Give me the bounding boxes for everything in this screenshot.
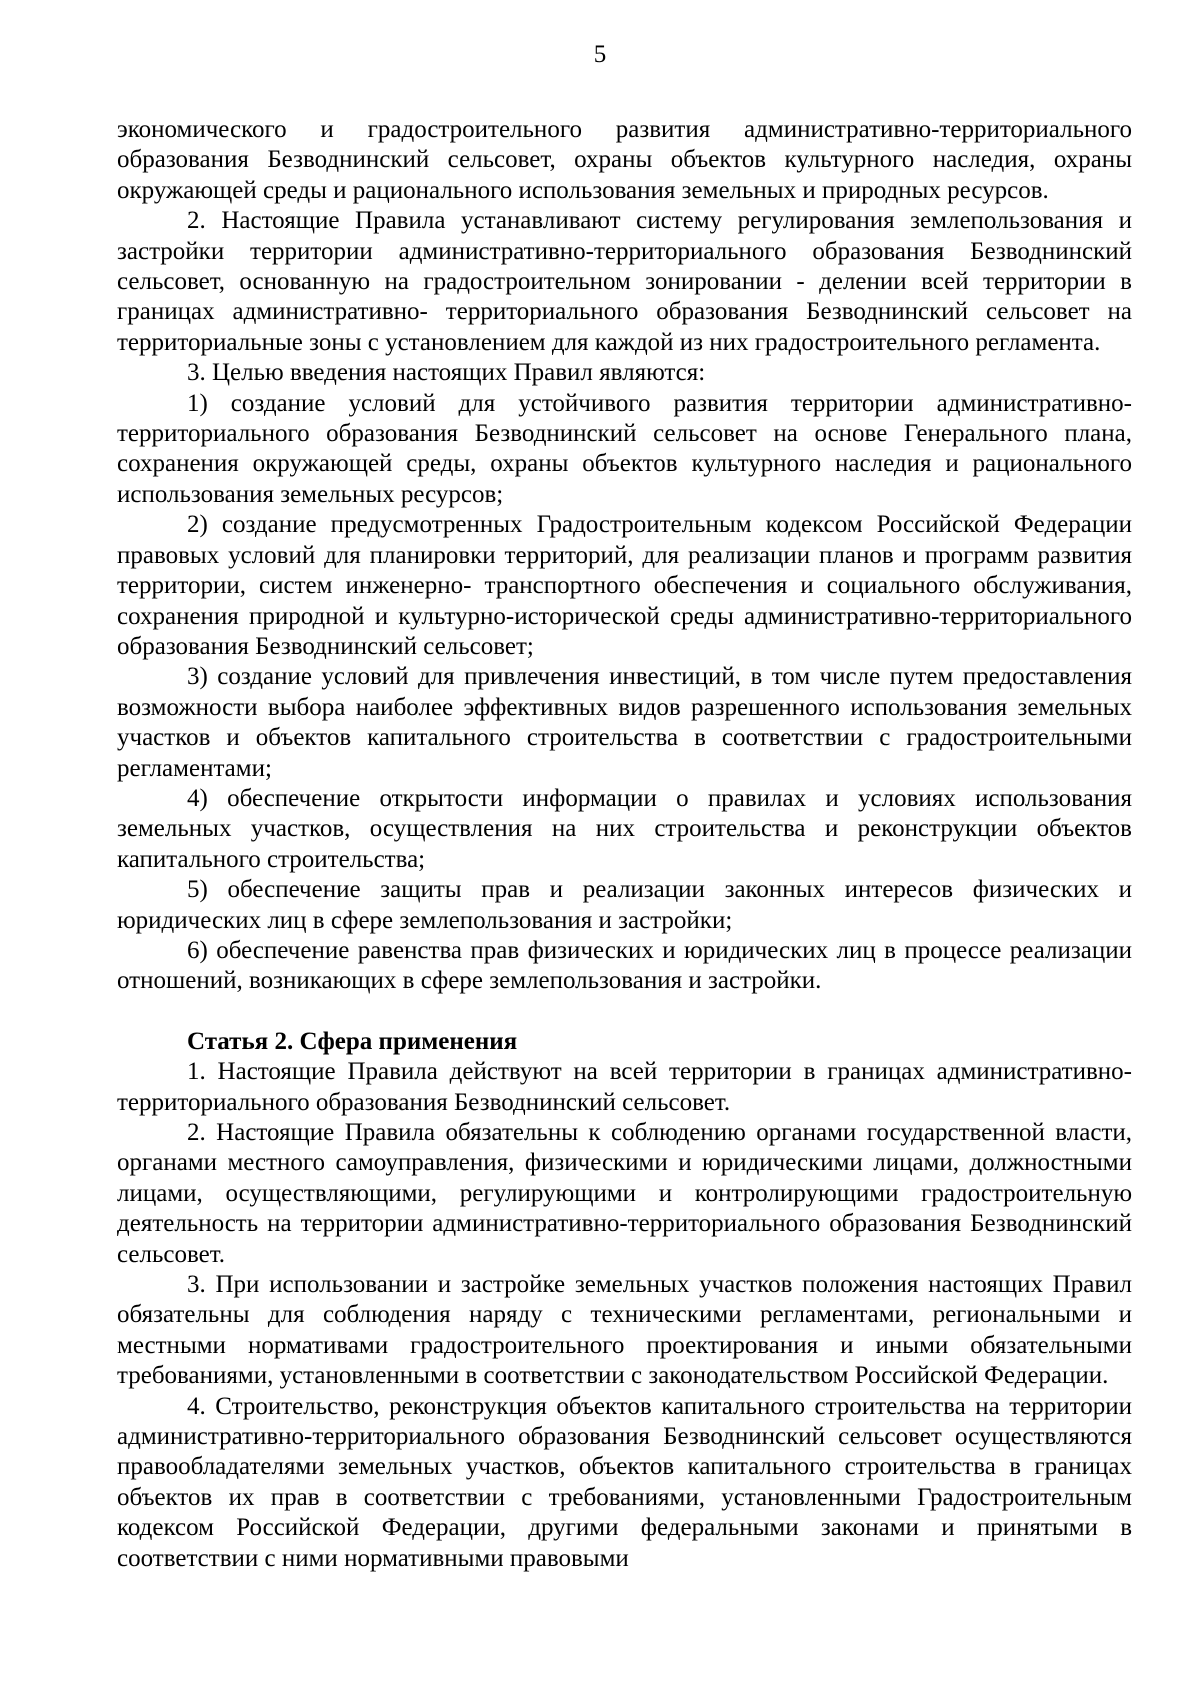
- list-item: 5) обеспечение защиты прав и реализации законных интересов физических и юридических лиц в сфере землепользования и застройки;: [117, 876, 1132, 934]
- paragraph: 3. При использовании и застройке земельных участков положения настоящих Правил обязательны для соблюдения наряду с техническими регламентами, региональными и местными нормативами градостроительного проектирования и иными обязательными требованиями, установленными в соответствии с законодательством Российской Федерации.: [117, 1271, 1132, 1390]
- paragraph: 2. Настоящие Правила устанавливают систему регулирования землепользования и застройки территории административно-территориального образования Безводнинский сельсовет, основанную на градостроительном зонировании - делении всей территории в границах административно- территориального образования Безводнинский сельсовет на территориальные зоны с установлением для каждой из них градостроительного регламента.: [117, 207, 1132, 356]
- list-item: 4) обеспечение открытости информации о правилах и условиях использования земельных участков, осуществления на них строительства и реконструкции объектов капитального строительства;: [117, 784, 1132, 873]
- paragraph: 4. Строительство, реконструкция объектов капитального строительства на территории административно-территориального образования Безводнинский сельсовет осуществляются правообладателями земельных участков, объектов капитального строительства в границах объектов их прав в соответствии с требованиями, установленными Градостроительным кодексом Российской Федерации, другими федеральными законами и принятыми в соответствии с ними нормативными правовыми: [117, 1392, 1132, 1572]
- article-heading: Статья 2. Сфера применения: [187, 1027, 518, 1055]
- section-gap: [117, 997, 1132, 1027]
- document-body: [117, 115, 1132, 1574]
- paragraph: экономического и градостроительного развития административно-территориального образования Безводнинский сельсовет, охраны объектов культурного наследия, охраны окружающей среды и рационального использования земельных и природных ресурсов.: [117, 116, 1132, 204]
- page-number: 5: [593, 41, 607, 68]
- list-item: 6) обеспечение равенства прав физических и юридических лиц в процессе реализации отношений, возникающих в сфере землепользования и застройки.: [117, 936, 1132, 995]
- list-item: 2) создание предусмотренных Градостроительным кодексом Российской Федерации правовых условий для планировки территорий, для реализации планов и программ развития территории, систем инженерно- транспортного обеспечения и социального обслуживания, сохранения природной и культурно-исторической среды административно-территориального образования Безводнинский сельсовет;: [117, 511, 1132, 660]
- paragraph: 2. Настоящие Правила обязательны к соблюдению органами государственной власти, органами местного самоуправления, физическими и юридическими лицами, должностными лицами, осуществляющими, регулирующими и контролирующими градостроительную деятельность на территории административно-территориального образования Безводнинский сельсовет.: [117, 1119, 1132, 1268]
- paragraph: 1. Настоящие Правила действуют на всей территории в границах административно-территориального образования Безводнинский сельсовет.: [117, 1058, 1132, 1116]
- list-item: 3) создание условий для привлечения инвестиций, в том числе путем предоставления возможности выбора наиболее эффективных видов разрешенного использования земельных участков и объектов капитального строительства в соответствии с градостроительными регламентами;: [117, 663, 1132, 782]
- list-item: 1) создание условий для устойчивого развития территории административно-территориального образования Безводнинский сельсовет на основе Генерального плана, сохранения окружающей среды, охраны объектов культурного наследия и рационального использования земельных ресурсов;: [117, 389, 1132, 508]
- paragraph: 3. Целью введения настоящих Правил являются:: [187, 359, 706, 387]
